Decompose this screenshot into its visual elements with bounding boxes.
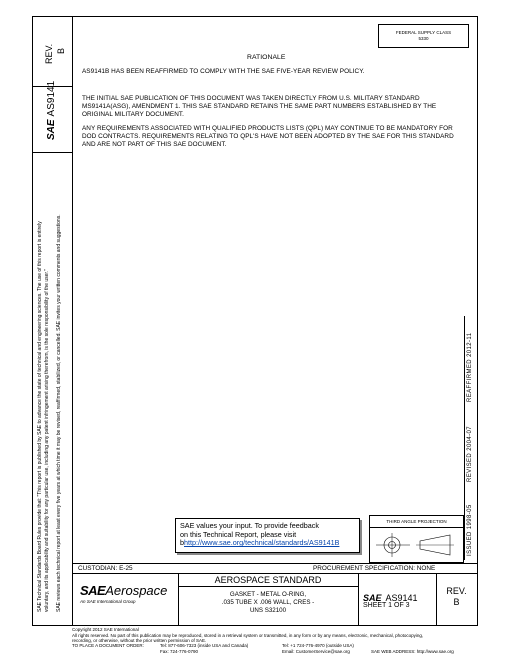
paragraph-2: THE INITIAL SAE PUBLICATION OF THIS DOCUMENT WAS TAKEN DIRECTLY FROM U.S. MILITARY STANDARD MS9141A(ASG), AMENDMENT 1. THIS SAE STANDARD RETAINS THE SAME PART NUMBERS ESTABLISHED BY THE ORIGINAL MILITARY DOCUMENT. — [82, 95, 437, 118]
desc-line-3: UNS S32100 — [249, 606, 287, 614]
titleblock-rev — [436, 586, 477, 608]
projection-symbol-icon — [370, 528, 463, 564]
titleblock-divider-2 — [358, 573, 359, 625]
titleblock-title-line — [178, 586, 358, 587]
paragraph-1: AS9141B HAS BEEN REAFFIRMED TO COMPLY WITH THE SAE FIVE-YEAR REVIEW POLICY. — [82, 68, 365, 75]
titleblock-top — [72, 563, 477, 564]
procurement: PROCUREMENT SPECIFICATION: NONE — [313, 565, 436, 572]
footer-fax: Fax: 724-776-0790 — [160, 648, 199, 654]
frame-bottom — [32, 625, 478, 626]
rev-label: REV. — [446, 586, 467, 596]
issued-date: ISSUED 1998-05 — [467, 504, 473, 556]
side-note-3: SAE reviews each technical report at least every five years at which time it may be revised, reaffirmed, stabilized, or cancelled. SAE invites your written comments and suggestions. — [56, 214, 62, 612]
sheet-number: SHEET 1 OF 3 — [363, 602, 410, 609]
part-description — [178, 591, 358, 614]
footer-tel-1: Tel: 877-606-7323 (inside USA and Canada) — [160, 643, 249, 648]
logo-sae: SAE — [80, 583, 106, 598]
feedback-link[interactable]: http://www.sae.org/technical/standards/AS9141B — [184, 538, 340, 547]
projection-box — [369, 515, 464, 563]
standard-title: AEROSPACE STANDARD — [214, 575, 322, 585]
projection-label: THIRD ANGLE PROJECTION — [370, 519, 463, 528]
frame-left-inner — [72, 16, 73, 626]
doc-sae-mark: SAE — [363, 593, 382, 603]
rationale-title: RATIONALE — [247, 54, 286, 61]
frame-left-outer — [32, 16, 33, 626]
reaffirmed-date: REAFFIRMED 2012-11 — [467, 332, 473, 402]
fsc-value: 5330 — [418, 35, 429, 41]
footer-rights-1: All rights reserved. No part of this publication may be reproduced, stored in a retrieval system or transmitted, in any form or by any means, electronic, mechanical, photocopying, — [72, 632, 424, 638]
fsc-label: FEDERAL SUPPLY CLASS — [395, 30, 452, 35]
sae-mark: SAE — [46, 119, 57, 140]
side-note-1: SAE Technical Standards Board Rules provide that: "This report is published by SAE to advance the state of technical and engineering sciences. The use of this report is entirely — [37, 221, 43, 612]
dates-divider — [464, 316, 465, 560]
logo-aerospace: Aerospace — [105, 583, 168, 598]
fsc-box — [378, 24, 469, 48]
footer-tel-2: Tel: +1 724-776-4970 (outside USA) — [282, 643, 354, 648]
feedback-box — [175, 518, 360, 553]
feedback-line-2: on this Technical Report, please visit — [180, 529, 297, 539]
footer-web[interactable]: SAE WEB ADDRESS: http://www.sae.org — [371, 648, 454, 654]
doc-number: AS9141 — [46, 80, 57, 117]
frame-top — [32, 16, 478, 17]
feedback-line-1: SAE values your input. To provide feedback — [180, 521, 319, 530]
rev-value: B — [453, 597, 460, 607]
side-note-2: voluntary, and its applicability and suitability for any particular use, including any patent infringement arising therefrom, is the sole responsibility of the user." — [44, 269, 50, 612]
paragraph-3: ANY REQUIREMENTS ASSOCIATED WITH QUALIFIED PRODUCTS LISTS (QPL) MAY CONTINUE TO BE MANDATORY FOR DOD CONTRACTS. REQUIREMENTS RELATING TO QPL'S HAVE NOT BEEN ADOPTED BY THE SAE FOR THIS STANDARD AND ARE NOT PART OF THIS SAE DOCUMENT. — [82, 125, 454, 148]
footer-email[interactable]: Email: CustomerService@sae.org — [282, 648, 350, 654]
custodian: CUSTODIAN: E-25 — [78, 565, 133, 572]
footer-rights-2: recording, or otherwise, without the prior written permission of SAE. — [72, 638, 207, 643]
footer-order-label: TO PLACE A DOCUMENT ORDER: — [72, 643, 144, 648]
desc-line-1: GASKET - METAL O-RING, — [229, 591, 307, 598]
revised-date: REVISED 2004-07 — [467, 425, 473, 482]
rev-value-vertical: B — [56, 47, 66, 54]
frame-right — [477, 16, 478, 626]
doc-number-text: AS9141 — [385, 593, 418, 603]
footer — [72, 627, 492, 644]
footer-copyright: Copyright 2012 SAE International — [72, 627, 139, 632]
sae-aerospace-logo — [80, 582, 176, 605]
titleblock-row-line — [72, 573, 477, 574]
desc-line-2: .035 TUBE X .006 WALL, CRES - — [221, 598, 315, 606]
header-divider-2 — [32, 152, 72, 153]
feedback-prefix: b — [180, 538, 184, 547]
rev-label-vertical: REV. — [44, 43, 54, 64]
logo-tagline: An SAE International Group — [80, 599, 136, 604]
doc-number-vertical — [46, 81, 57, 140]
